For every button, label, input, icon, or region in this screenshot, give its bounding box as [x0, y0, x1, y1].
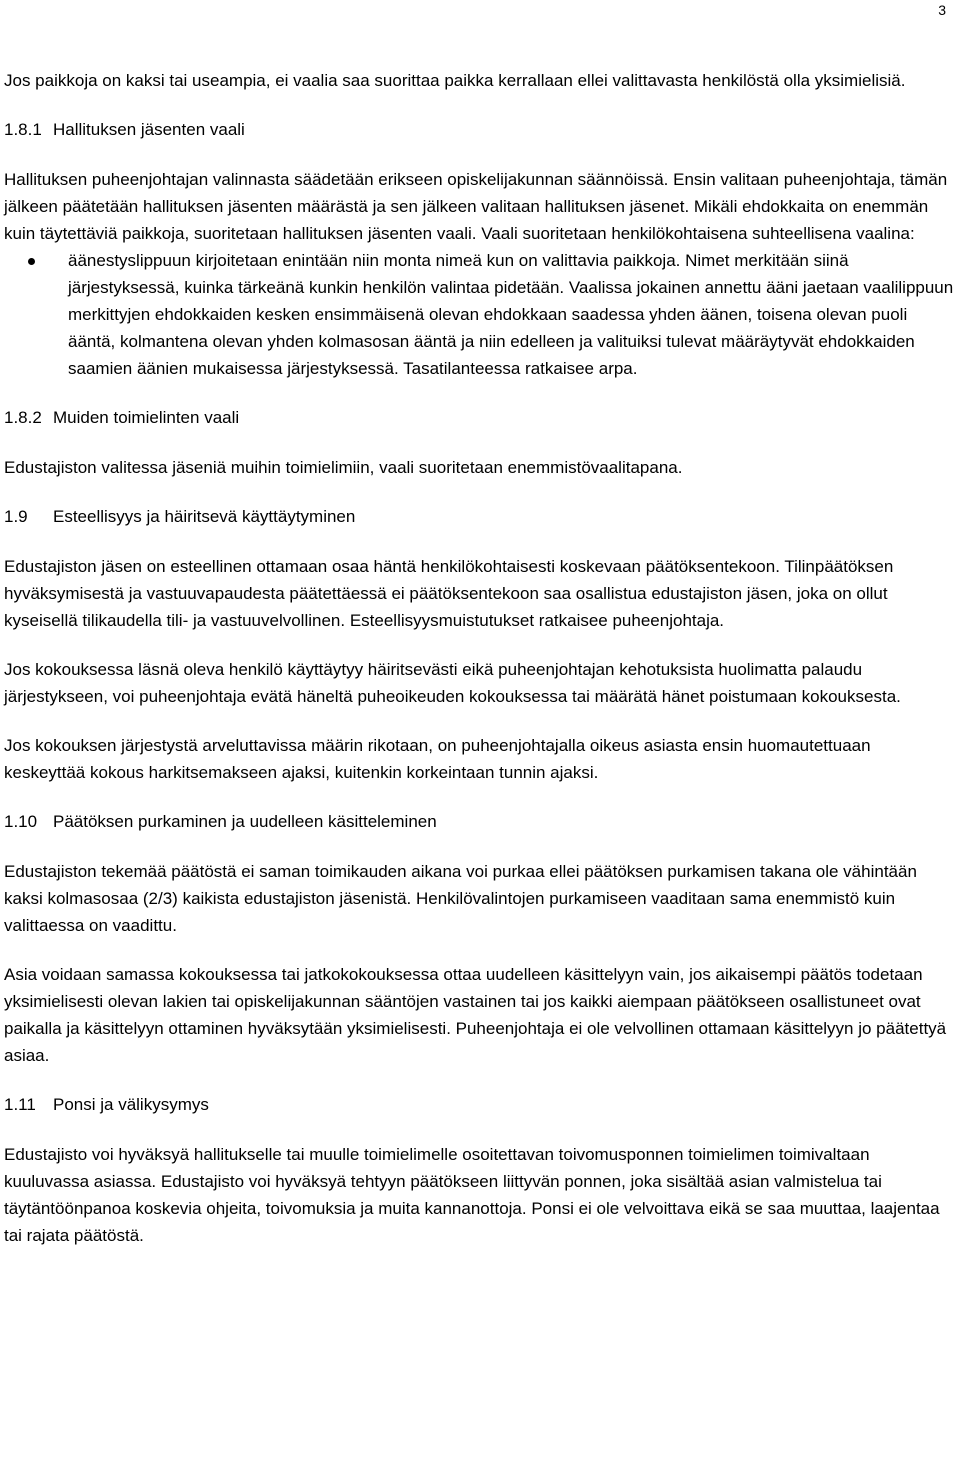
document-body: [4, 67, 956, 1249]
paragraph-seats-rule: Jos paikkoja on kaksi tai useampia, ei vaalia saa suorittaa paikka kerrallaan ellei valittavasta henkilöstä olla yksimielisiä.: [4, 71, 906, 90]
paragraph-disqualification: Edustajiston jäsen on esteellinen ottamaan osaa häntä henkilökohtaisesti koskevaan päätöksentekoon. Tilinpäätöksen hyväksymisestä ja vastuuvapaudesta päätettäessä ei päätöksentekoon saa osallistua edustajiston jäsen, joka on ollut kyseisellä tilikaudella tili- ja vastuuvelvollinen. Esteellisyysmuistutukset ratkaisee puheenjohtaja.: [4, 557, 894, 630]
heading-number: 1.10: [4, 812, 38, 831]
heading-title: Esteellisyys ja häiritsevä käyttäytyminen: [53, 507, 356, 526]
paragraph-reconsideration: Asia voidaan samassa kokouksessa tai jatkokokouksessa ottaa uudelleen käsittelyyn vain, jos aikaisempi päätös todetaan yksimielisesti olevan lakien tai opiskelijakunnan sääntöjen vastainen tai jos kaikki aiempaan päätökseen osallistuneet ovat paikalla ja käsittelyyn ottaminen hyväksytään yksimielisesti. Puheenjohtaja ei ole velvollinen ottamaan käsittelyyn jo päätettyä asiaa.: [4, 965, 947, 1065]
heading-title: Päätöksen purkaminen ja uudelleen käsitteleminen: [53, 812, 437, 831]
heading-1-11: [4, 1091, 956, 1118]
heading-title: Ponsi ja välikysymys: [53, 1095, 209, 1114]
paragraph-motion: Edustajisto voi hyväksyä hallitukselle tai muulle toimielimelle osoitettavan toivomusponnen toimielimen toimivaltaan kuuluvassa asiassa. Edustajisto voi hyväksyä tehtyyn päätökseen liittyvän ponnen, joka sisältää asian valmistelua tai täytäntöönpanoa koskevia ohjeita, toivomuksia ja muita kannanottoja. Ponsi ei ole velvoittava eikä se saa muuttaa, laajentaa tai rajata päätöstä.: [4, 1145, 940, 1245]
heading-number: 1.9: [4, 507, 28, 526]
heading-1-8-2: [4, 404, 956, 431]
list-item: [4, 247, 956, 382]
paragraph-meeting-order: Jos kokouksen järjestystä arveluttavissa määrin rikotaan, on puheenjohtajalla oikeus asiasta ensin huomautettuaan keskeyttää kokous harkitsemakseen ajaksi, kuitenkin korkeintaan tunnin ajaksi.: [4, 736, 871, 782]
heading-number: 1.8.1: [4, 120, 42, 139]
heading-title: Muiden toimielinten vaali: [53, 408, 240, 427]
page-number: 3: [938, 2, 946, 18]
bullet-list: [4, 247, 956, 382]
paragraph-board-election: Hallituksen puheenjohtajan valinnasta säädetään erikseen opiskelijakunnan säännöissä. Ensin valitaan puheenjohtaja, tämän jälkeen päätetään hallituksen jäsenten määrästä ja sen jälkeen valitaan hallituksen jäsenet. Mikäli ehdokkaita on enemmän kuin täytettäviä paikkoja, suoritetaan hallituksen jäsenten vaali. Vaali suoritetaan henkilökohtaisena suhteellisena vaalina:: [4, 170, 948, 243]
heading-title: Hallituksen jäsenten vaali: [53, 120, 245, 139]
heading-number: 1.8.2: [4, 408, 42, 427]
paragraph-other-bodies: Edustajiston valitessa jäseniä muihin toimielimiin, vaali suoritetaan enemmistövaalitapana.: [4, 458, 683, 477]
paragraph-decision-revoke: Edustajiston tekemää päätöstä ei saman toimikauden aikana voi purkaa ellei päätöksen purkamisen takana ole vähintään kaksi kolmasosaa (2/3) kaikista edustajiston jäsenistä. Henkilövalintojen purkamiseen vaaditaan sama enemmistö kuin valittaessa on vaadittu.: [4, 862, 917, 935]
list-item-text: äänestyslippuun kirjoitetaan enintään niin monta nimeä kun on valittavia paikkoja. Nimet merkitään siinä järjestyksessä, kuinka tärkeänä kunkin henkilön valintaa pidetään. Vaalissa jokainen annettu ääni jaetaan vaalilippuun merkittyjen ehdokkaiden kesken ensimmäisenä olevan ehdokkaan saadessa yhden äänen, toisena olevan puoli ääntä, kolmantena olevan yhden kolmasosan ääntä ja niin edelleen ja valituiksi tulevat määräytyvät ehdokkaiden saamien äänien mukaisessa järjestyksessä. Tasatilanteessa ratkaisee arpa.: [68, 251, 954, 378]
heading-1-8-1: [4, 116, 956, 143]
bullet-icon: [28, 258, 35, 265]
heading-number: 1.11: [4, 1095, 36, 1114]
paragraph-disruptive-person: Jos kokouksessa läsnä oleva henkilö käyttäytyy häiritsevästi eikä puheenjohtajan kehotuksista huolimatta palaudu järjestykseen, voi puheenjohtaja evätä häneltä puheoikeuden kokouksessa tai määrätä hänet poistumaan kokouksesta.: [4, 660, 901, 706]
heading-1-9: [4, 503, 956, 530]
heading-1-10: [4, 808, 956, 835]
